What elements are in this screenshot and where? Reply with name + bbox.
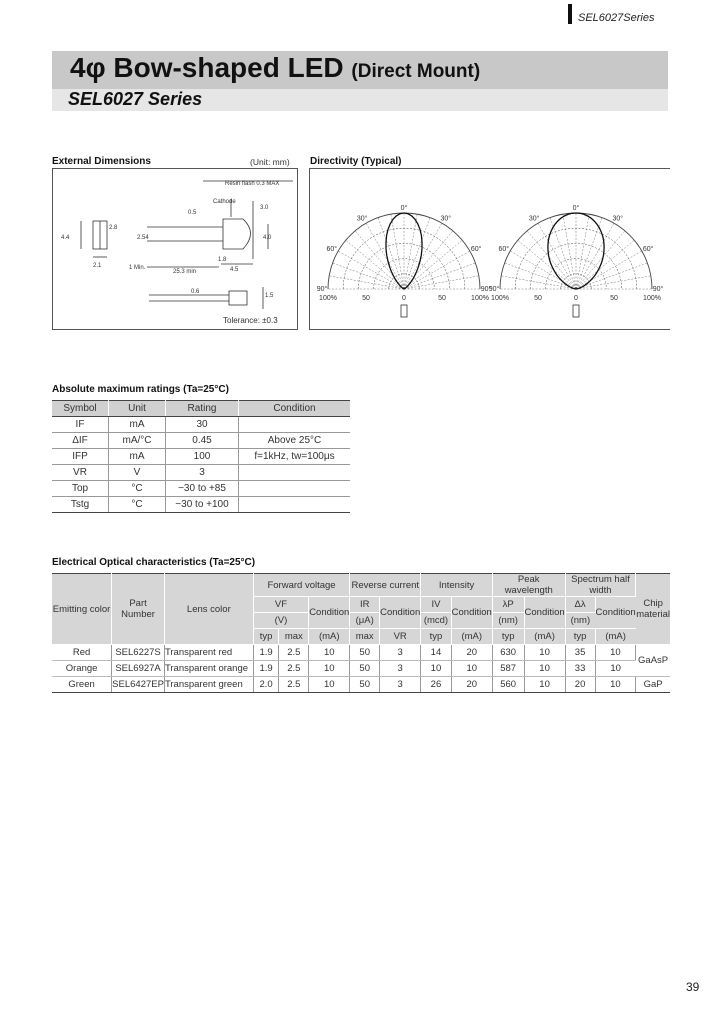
page-number: 39: [686, 980, 700, 994]
table-row: Top °C −30 to +85: [52, 481, 350, 497]
dim-44: 4.4: [61, 235, 70, 241]
hdr-intensity: Intensity: [421, 574, 493, 597]
elec-group-header-row: [52, 574, 670, 597]
led-lens: [223, 219, 251, 249]
hdr-peak-wavelength: Peak wavelength: [492, 574, 565, 597]
hdr-forward-voltage: Forward voltage: [253, 574, 350, 597]
dim-40: 4.0: [263, 235, 272, 241]
dim-28: 2.8: [109, 225, 118, 231]
hdr-lens: Lens color: [164, 574, 253, 645]
polar-grid-spoke: [563, 214, 576, 289]
dim-06: 0.6: [191, 289, 200, 295]
table-row: IFP mA 100 f=1kHz, tw=100μs: [52, 449, 350, 465]
percent-label: 100%: [643, 295, 661, 302]
ratings-header-row: [52, 401, 350, 417]
table-row: Green SEL6427EP Transparent green 2.0 2.5 10 50 3 26 20 560 10 20 10 GaP: [52, 677, 670, 693]
dim-05: 0.5: [188, 210, 197, 216]
dim-resin-label: Resin flash 0.3 MAX: [225, 181, 280, 187]
hdr-chip: Chip material: [636, 574, 670, 645]
percent-label: 0: [574, 295, 578, 302]
led-orientation-icon: [573, 305, 579, 317]
header-series-tag: SEL6027Series: [578, 12, 655, 24]
dim-18: 1.8: [218, 257, 227, 263]
page-title: [70, 52, 480, 84]
angle-90-right: 90°: [480, 286, 492, 293]
led-orientation-icon: [401, 305, 407, 317]
chip-gaasp: GaAsP: [636, 645, 670, 677]
polar-grid-ring: [515, 228, 637, 289]
hdr-spectrum-half-width: Spectrum half width: [565, 574, 636, 597]
title-sub: (Direct Mount): [351, 61, 481, 82]
dim-tolerance: Tolerance: ±0.3: [223, 316, 278, 325]
angle-60-right: 60°: [642, 246, 654, 253]
hdr-emitting: Emitting color: [52, 574, 112, 645]
polar-grid-spoke: [329, 276, 404, 289]
percent-label: 50: [362, 295, 370, 302]
directivity-plot: [309, 168, 670, 330]
ratings-col-unit: Unit: [109, 401, 166, 417]
percent-label: 50: [534, 295, 542, 302]
angle-30-left: 30°: [356, 215, 368, 223]
polar-grid-spoke: [576, 214, 589, 289]
dimensions-drawing: [52, 168, 298, 330]
ratings-col-condition: Condition: [239, 401, 351, 417]
table-row: Tstg °C −30 to +100: [52, 497, 350, 513]
table-row: ΔIF mA/°C 0.45 Above 25°C: [52, 433, 350, 449]
angle-0: 0°: [400, 205, 408, 212]
hdr-part: Part Number: [112, 574, 165, 645]
dimensions-svg: [53, 169, 297, 329]
angle-0: 0°: [572, 205, 580, 212]
polar-grid-spoke: [404, 276, 479, 289]
polar-grid-spoke: [404, 214, 417, 289]
angle-60-left: 60°: [326, 246, 338, 253]
angle-30-left: 30°: [528, 215, 540, 223]
led-bottom-body: [229, 291, 247, 305]
electrical-heading: Electrical Optical characteristics (Ta=25°C): [52, 557, 256, 568]
hdr-reverse-current: Reverse current: [350, 574, 421, 597]
percent-label: 0: [402, 295, 406, 302]
dimensions-unit: (Unit: mm): [250, 157, 290, 167]
angle-90-left: 90°: [316, 286, 328, 293]
percent-label: 100%: [471, 295, 489, 302]
ratings-col-symbol: Symbol: [52, 401, 109, 417]
dim-254: 2.54: [137, 235, 149, 241]
angle-30-right: 30°: [440, 215, 452, 223]
chip-gap: GaP: [636, 677, 670, 693]
angle-30-right: 30°: [612, 215, 624, 223]
table-row: Orange SEL6927A Transparent orange 1.9 2.5 10 50 3 10 10 587 10 33 10: [52, 661, 670, 677]
percent-label: 100%: [319, 295, 337, 302]
title-main: 4φ Bow-shaped LED: [70, 52, 344, 83]
dim-253: 25.3 min: [173, 269, 197, 275]
directivity-heading: Directivity (Typical): [310, 156, 402, 167]
polar-grid-ring: [343, 228, 465, 289]
dim-30: 3.0: [260, 205, 269, 211]
percent-label: 50: [610, 295, 618, 302]
ratings-table: [52, 400, 350, 513]
dim-cathode-label: Cathode: [213, 199, 236, 205]
electrical-table: Emitting color Part Number Lens color Forward voltage Reverse current Intensity Peak wavelength Spectrum half width Chip material VF Condition IR Condition IV Condition λP Condition Δλ Condition (V) (μA) (mcd) (nm) (nm) typ max (mA) max VR typ (mA) typ (mA) typ (mA) Red SEL6227S Transparent red 1.9 2.5 10 50 3 14 20 630 10 35 10 GaAsP Orange SEL6927A Transparent orange 1.9 2.5 10 50 3 10 10 587 10 33 10 Green SEL6427EP Transparent green 2.0 2.5 10 50 3 26 20 560 10 20 10 GaP: [52, 573, 670, 693]
table-row: VR V 3: [52, 465, 350, 481]
angle-60-right: 60°: [470, 246, 482, 253]
dim-15: 1.5: [265, 293, 274, 299]
ratings-heading: Absolute maximum ratings (Ta=25°C): [52, 384, 229, 395]
polar-grid-spoke: [576, 276, 651, 289]
series-title: SEL6027 Series: [68, 89, 203, 109]
table-row: Red SEL6227S Transparent red 1.9 2.5 10 50 3 14 20 630 10 35 10 GaAsP: [52, 645, 670, 661]
angle-90-right: 90°: [652, 286, 664, 293]
polar-grid-spoke: [391, 214, 404, 289]
angle-60-left: 60°: [498, 246, 510, 253]
dim-1min: 1 Min.: [129, 265, 146, 271]
ratings-col-rating: Rating: [166, 401, 239, 417]
dim-45: 4.5: [230, 267, 239, 273]
angle-90-left: 90°: [488, 286, 500, 293]
dim-21: 2.1: [93, 263, 102, 269]
dimensions-heading: External Dimensions: [52, 156, 151, 167]
percent-label: 50: [438, 295, 446, 302]
percent-label: 100%: [491, 295, 509, 302]
directivity-svg: [310, 169, 670, 329]
table-row: IF mA 30: [52, 417, 350, 433]
header-bar: [568, 4, 572, 24]
polar-grid-spoke: [501, 276, 576, 289]
